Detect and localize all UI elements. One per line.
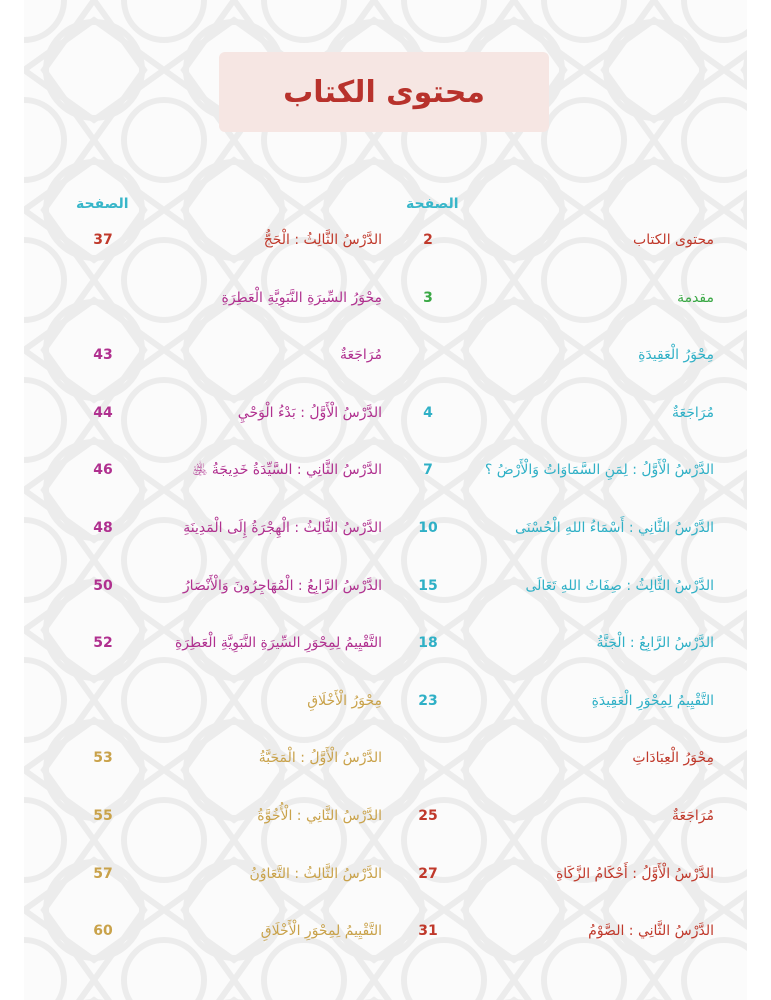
toc-entry[interactable] bbox=[79, 860, 382, 888]
toc-entry-title: مُرَاجَعَةٌ bbox=[339, 347, 382, 364]
toc-entry-title: محتوى الكتاب bbox=[633, 232, 714, 248]
toc-entry[interactable] bbox=[404, 860, 714, 888]
toc-entry[interactable] bbox=[404, 629, 714, 657]
toc-entry-title: الدَّرْسُ الثَّانِي : الْأُخُوَّةُ bbox=[257, 808, 382, 824]
page-column-header-right: الصفحة bbox=[406, 196, 459, 212]
toc-entry-page-number: 60 bbox=[93, 923, 113, 940]
toc-entry[interactable] bbox=[79, 514, 382, 542]
toc-entry-title: الدَّرْسُ الْأَوَّلُ : بَدْءُ الْوَحْيِ bbox=[237, 404, 382, 421]
toc-entry[interactable] bbox=[404, 917, 714, 945]
toc-entry-title: مِحْوَرُ الْعِبَادَاتِ bbox=[632, 750, 714, 767]
toc-entry-page-number: 10 bbox=[418, 520, 438, 536]
toc-entry-title: مِحْوَرُ الْأَخْلَاقِ bbox=[307, 692, 382, 709]
toc-entry-title: مِحْوَرُ السِّيرَةِ النَّبَوِيَّةِ الْعَطِرَةِ bbox=[221, 289, 382, 306]
toc-entry-page-number: 52 bbox=[93, 635, 113, 652]
toc-entry-page-number: 48 bbox=[93, 520, 113, 536]
toc-entry-page-number: 25 bbox=[418, 808, 438, 824]
toc-entry[interactable] bbox=[79, 226, 382, 254]
toc-entry-title: التَّقْيِيمُ لِمِحْوَرِ الْعَقِيدَةِ bbox=[591, 692, 714, 709]
toc-entry[interactable] bbox=[79, 744, 382, 772]
toc-entry[interactable] bbox=[79, 572, 382, 600]
toc-entry[interactable] bbox=[404, 572, 714, 600]
toc-entry[interactable] bbox=[404, 456, 714, 484]
toc-entry[interactable] bbox=[79, 456, 382, 484]
page-title: محتوى الكتاب bbox=[283, 74, 485, 110]
islamic-pattern-background bbox=[24, 0, 747, 1000]
toc-entry-title: الدَّرْسُ الثَّالِثُ : صِفَاتُ اللهِ تَعَالَى bbox=[525, 577, 714, 594]
toc-entry-page-number: 27 bbox=[418, 865, 438, 882]
toc-entry[interactable] bbox=[404, 399, 714, 427]
toc-entry-page-number: 7 bbox=[423, 462, 433, 479]
toc-entry-page-number: 4 bbox=[423, 404, 433, 421]
toc-entry-title: الدَّرْسُ الثَّالِثُ : الْحَجُّ bbox=[263, 232, 382, 248]
toc-entry[interactable] bbox=[404, 514, 714, 542]
toc-entry-title: الدَّرْسُ الْأَوَّلُ : الْمَحَبَّةُ bbox=[258, 750, 382, 767]
toc-entry[interactable] bbox=[404, 284, 714, 312]
toc-entry-page-number: 57 bbox=[93, 865, 113, 882]
toc-entry-title: الدَّرْسُ الثَّانِي : السَّيِّدَةُ خَدِيجَةُ ﵁ bbox=[192, 462, 382, 479]
toc-entry[interactable] bbox=[79, 629, 382, 657]
toc-entry-title: الدَّرْسُ الرَّابِعُ : الْجَنَّةُ bbox=[596, 635, 714, 652]
toc-entry[interactable] bbox=[404, 744, 714, 772]
toc-entry[interactable] bbox=[404, 226, 714, 254]
toc-entry-page-number: 37 bbox=[93, 232, 113, 248]
toc-entry-title: الدَّرْسُ الثَّالِثُ : الْهِجْرَةُ إِلَى الْمَدِينَةِ bbox=[183, 520, 382, 536]
toc-entry-title: مِحْوَرُ الْعَقِيدَةِ bbox=[638, 347, 714, 364]
toc-entry-page-number: 2 bbox=[423, 232, 433, 248]
page-background bbox=[24, 0, 747, 1000]
toc-entry-title: مُرَاجَعَةٌ bbox=[671, 808, 714, 824]
toc-entry-title: الدَّرْسُ الثَّانِي : الصَّوْمُ bbox=[588, 923, 714, 940]
toc-entry-page-number: 15 bbox=[418, 577, 438, 594]
toc-entry-title: التَّقْيِيمُ لِمِحْوَرِ السِّيرَةِ النَّبَوِيَّةِ الْعَطِرَةِ bbox=[174, 635, 382, 652]
toc-entry[interactable] bbox=[79, 341, 382, 369]
toc-entry-title: مقدمة bbox=[677, 289, 714, 306]
toc-entry[interactable] bbox=[79, 399, 382, 427]
toc-entry-page-number: 18 bbox=[418, 635, 438, 652]
toc-entry[interactable] bbox=[79, 917, 382, 945]
toc-entry-page-number: 46 bbox=[93, 462, 113, 479]
toc-entry-page-number: 53 bbox=[93, 750, 113, 767]
toc-entry[interactable] bbox=[404, 687, 714, 715]
toc-entry-title: الدَّرْسُ الثَّانِي : أَسْمَاءُ اللهِ الْحُسْنَى bbox=[515, 520, 714, 536]
toc-entry-page-number: 43 bbox=[93, 347, 113, 364]
toc-entry-page-number: 50 bbox=[93, 577, 113, 594]
toc-entry-title: الدَّرْسُ الرَّابِعُ : الْمُهَاجِرُونَ وَالْأَنْصَارُ bbox=[182, 577, 382, 594]
toc-entry-title: الدَّرْسُ الْأَوَّلُ : لِمَنِ السَّمَاوَاتُ وَالْأَرْضُ ؟ bbox=[484, 462, 714, 479]
title-banner bbox=[219, 52, 549, 132]
toc-entry[interactable] bbox=[404, 802, 714, 830]
toc-entry-title: التَّقْيِيمُ لِمِحْوَرِ الْأَخْلَاقِ bbox=[260, 923, 382, 940]
toc-entry[interactable] bbox=[79, 284, 382, 312]
toc-entry-page-number: 23 bbox=[418, 692, 438, 709]
toc-entry[interactable] bbox=[404, 341, 714, 369]
toc-entry-page-number: 3 bbox=[423, 289, 433, 306]
toc-entry-title: الدَّرْسُ الثَّالِثُ : التَّعَاوُنُ bbox=[249, 865, 382, 882]
toc-entry-title: الدَّرْسُ الْأَوَّلُ : أَحْكَامُ الزَّكَاةِ bbox=[555, 865, 714, 882]
toc-entry-page-number: 55 bbox=[93, 808, 113, 824]
toc-entry-title: مُرَاجَعَةٌ bbox=[671, 404, 714, 421]
page-column-header-left: الصفحة bbox=[76, 196, 129, 212]
toc-entry-page-number: 44 bbox=[93, 404, 113, 421]
toc-entry[interactable] bbox=[79, 802, 382, 830]
toc-entry[interactable] bbox=[79, 687, 382, 715]
toc-entry-page-number: 31 bbox=[418, 923, 438, 940]
